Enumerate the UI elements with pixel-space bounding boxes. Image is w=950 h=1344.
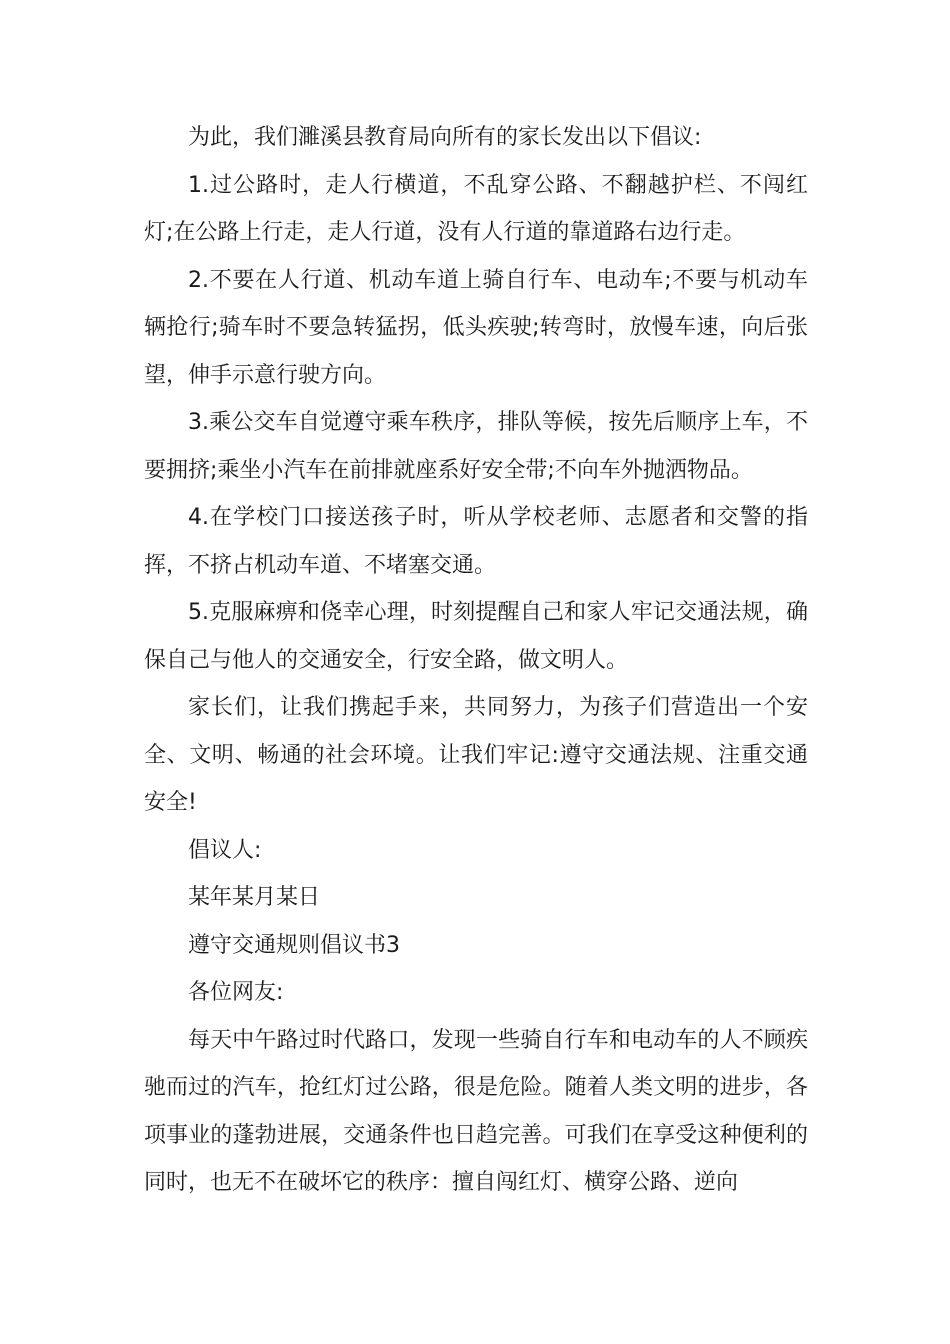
document-body (144, 114, 808, 1207)
paragraph-item-1: 1.过公路时，走人行横道，不乱穿公路、不翻越护栏、不闯红灯;在公路上行走，走人行道，没有人行道的靠道路右边行走。 (144, 172, 808, 245)
date-line: 某年某月某日 (188, 885, 321, 910)
paragraph-item-2: 2.不要在人行道、机动车道上骑自行车、电动车;不要与机动车辆抢行;骑车时不要急转猛拐，低头疾驶;转弯时，放慢车速，向后张望，伸手示意行驶方向。 (144, 267, 808, 388)
paragraph-closing: 家长们，让我们携起手来，共同努力，为孩子们营造出一个安全、文明、畅通的社会环境。让我们牢记:遵守交通法规、注重交通安全! (144, 695, 808, 815)
salutation: 各位网友: (188, 980, 284, 1005)
paragraph-item-3: 3.乘公交车自觉遵守乘车秩序，排队等候，按先后顺序上车，不要拥挤;乘坐小汽车在前排就座系好安全带;不向车外抛洒物品。 (144, 410, 808, 483)
paragraph-item-5: 5.克服麻痹和侥幸心理，时刻提醒自己和家人牢记交通法规，确保自己与他人的交通安全，行安全路，做文明人。 (144, 600, 808, 673)
section-title: 遵守交通规则倡议书3 (188, 932, 400, 958)
signature-label: 倡议人: (188, 837, 262, 863)
paragraph-intro: 为此，我们濉溪县教育局向所有的家长发出以下倡议: (188, 125, 702, 150)
paragraph-body: 每天中午路过时代路口，发现一些骑自行车和电动车的人不顾疾驰而过的汽车，抢红灯过公路，很是危险。随着人类文明的进步，各项事业的蓬勃进展，交通条件也日趋完善。可我们在享受这种便利的同时，也无不在破坏它的秩序：擅自闯红灯、横穿公路、逆向 (144, 1027, 808, 1195)
paragraph-item-4: 4.在学校门口接送孩子时，听从学校老师、志愿者和交警的指挥，不挤占机动车道、不堵塞交通。 (144, 505, 808, 578)
